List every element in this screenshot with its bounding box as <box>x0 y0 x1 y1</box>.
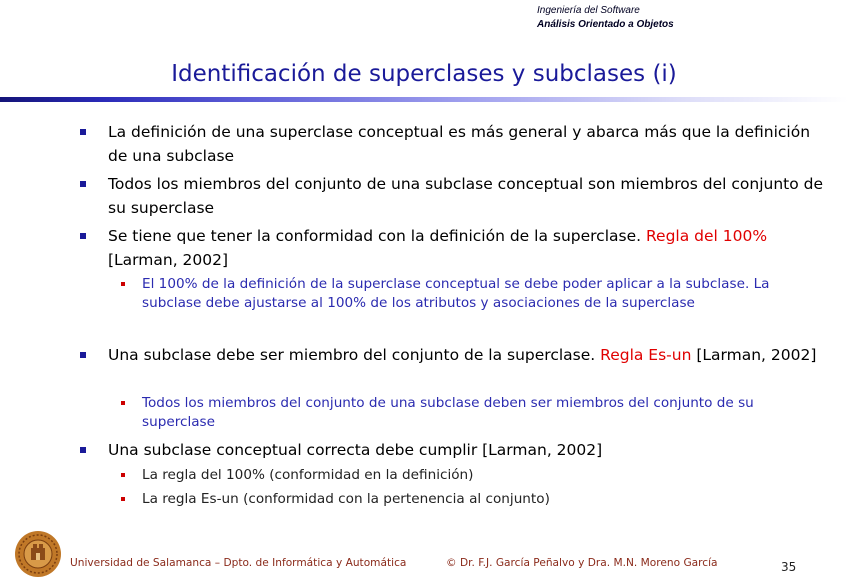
rule-name: Regla Es-un <box>600 346 692 364</box>
square-bullet-icon <box>121 282 125 286</box>
sub-bullet-4-1 <box>142 394 822 432</box>
course-name: Ingeniería del Software <box>537 5 640 16</box>
sub-bullet-5-1 <box>142 466 822 485</box>
bullet-4 <box>108 343 823 367</box>
sub-bullet-text: La regla Es-un (conformidad con la pertenencia al conjunto) <box>142 491 550 507</box>
sub-bullet-5-2 <box>142 490 822 509</box>
rule-name: Regla del 100% <box>645 227 768 245</box>
square-bullet-icon <box>121 497 125 501</box>
square-bullet-icon <box>121 473 125 477</box>
slide-title: Identificación de superclases y subclases (i) <box>171 61 677 87</box>
bullet-text: Una subclase debe ser miembro del conjunto de la superclase. <box>108 346 601 364</box>
square-bullet-icon <box>80 447 86 453</box>
page-number: 35 <box>781 560 797 574</box>
bullet-text: Una subclase conceptual correcta debe cumplir [Larman, 2002] <box>108 441 603 459</box>
square-bullet-icon <box>80 233 86 239</box>
bullet-text: La definición de una superclase conceptual es más general y abarca más que la definición de una subclase <box>108 123 811 165</box>
bullet-reference: [Larman, 2002] <box>691 346 817 364</box>
footer-authors: © Dr. F.J. García Peñalvo y Dra. M.N. Moreno García <box>446 557 718 569</box>
square-bullet-icon <box>80 181 86 187</box>
bullet-reference: [Larman, 2002] <box>108 251 229 269</box>
footer-university: Universidad de Salamanca – Dpto. de Informática y Automática <box>70 557 407 569</box>
bullet-5 <box>108 438 823 462</box>
university-seal-logo <box>14 530 62 578</box>
bullet-1 <box>108 120 823 168</box>
sub-bullet-text: Todos los miembros del conjunto de una subclase deben ser miembros del conjunto de su superclase <box>142 395 754 430</box>
sub-bullet-text: El 100% de la definición de la superclase conceptual se debe poder aplicar a la subclase. La subclase debe ajustarse al 100% de los atributos y asociaciones de la superclase <box>142 276 770 311</box>
bullet-text: Todos los miembros del conjunto de una subclase conceptual son miembros del conjunto de su superclase <box>108 175 824 217</box>
bullet-3 <box>108 224 823 272</box>
sub-bullet-3-1 <box>142 275 822 313</box>
course-subject: Análisis Orientado a Objetos <box>537 19 674 30</box>
bullet-2 <box>108 172 823 220</box>
sub-bullet-text: La regla del 100% (conformidad en la definición) <box>142 467 474 483</box>
bullet-text: Se tiene que tener la conformidad con la definición de la superclase. <box>108 227 646 245</box>
square-bullet-icon <box>121 401 125 405</box>
square-bullet-icon <box>80 352 86 358</box>
square-bullet-icon <box>80 129 86 135</box>
